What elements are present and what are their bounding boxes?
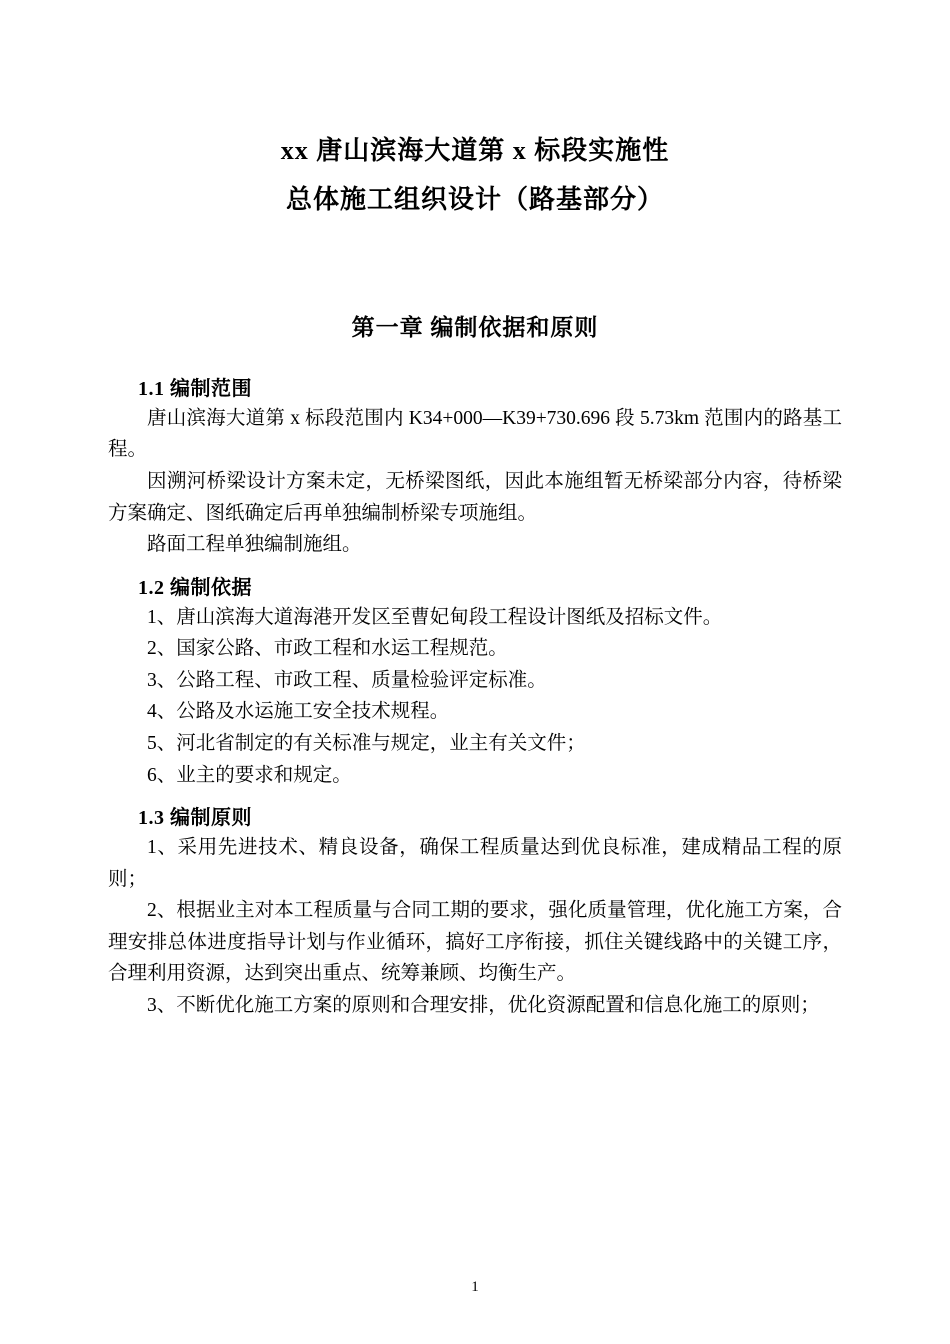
list-item: 5、河北省制定的有关标准与规定，业主有关文件； xyxy=(147,732,586,754)
list-item: 3、不断优化施工方案的原则和合理安排，优化资源配置和信息化施工的原则； xyxy=(147,995,820,1017)
paragraph: 路面工程单独编制施组。 xyxy=(147,534,362,556)
section-heading-1-1: 1.1 编制范围 xyxy=(138,377,252,400)
page-number: 1 xyxy=(471,1279,479,1295)
list-item: 4、公路及水运施工安全技术规程。 xyxy=(147,701,450,723)
list-item: 1、采用先进技术、精良设备，确保工程质量达到优良标准，建成精品工程的原则； xyxy=(108,837,842,890)
list-item: 6、业主的要求和规定。 xyxy=(147,764,352,786)
chapter-title: 第一章 编制依据和原则 xyxy=(351,314,599,340)
list-item: 2、国家公路、市政工程和水运工程规范。 xyxy=(147,638,508,660)
list-item: 2、根据业主对本工程质量与合同工期的要求，强化质量管理，优化施工方案，合理安排总体进度指导计划与作业循环，搞好工序衔接，抓住关键线路中的关键工序，合理利用资源，达到突出重点、统筹兼顾、均衡生产。 xyxy=(108,900,842,985)
section-heading-1-3: 1.3 编制原则 xyxy=(138,807,252,830)
document-title-line-2: 总体施工组织设计（路基部分） xyxy=(285,185,664,215)
document-title-block xyxy=(108,126,842,225)
document-title-line-1: xx 唐山滨海大道第 x 标段实施性 xyxy=(280,136,670,165)
paragraph: 因溯河桥梁设计方案未定，无桥梁图纸，因此本施组暂无桥梁部分内容，待桥梁方案确定、图纸确定后再单独编制桥梁专项施组。 xyxy=(108,470,842,524)
section-heading-1-2: 1.2 编制依据 xyxy=(138,576,252,599)
list-item: 1、唐山滨海大道海港开发区至曹妃甸段工程设计图纸及招标文件。 xyxy=(147,606,723,628)
paragraph: 唐山滨海大道第 x 标段范围内 K34+000—K39+730.696 段 5.73km 范围内的路基工程。 xyxy=(108,407,842,461)
list-item: 3、公路工程、市政工程、质量检验评定标准。 xyxy=(147,669,547,691)
